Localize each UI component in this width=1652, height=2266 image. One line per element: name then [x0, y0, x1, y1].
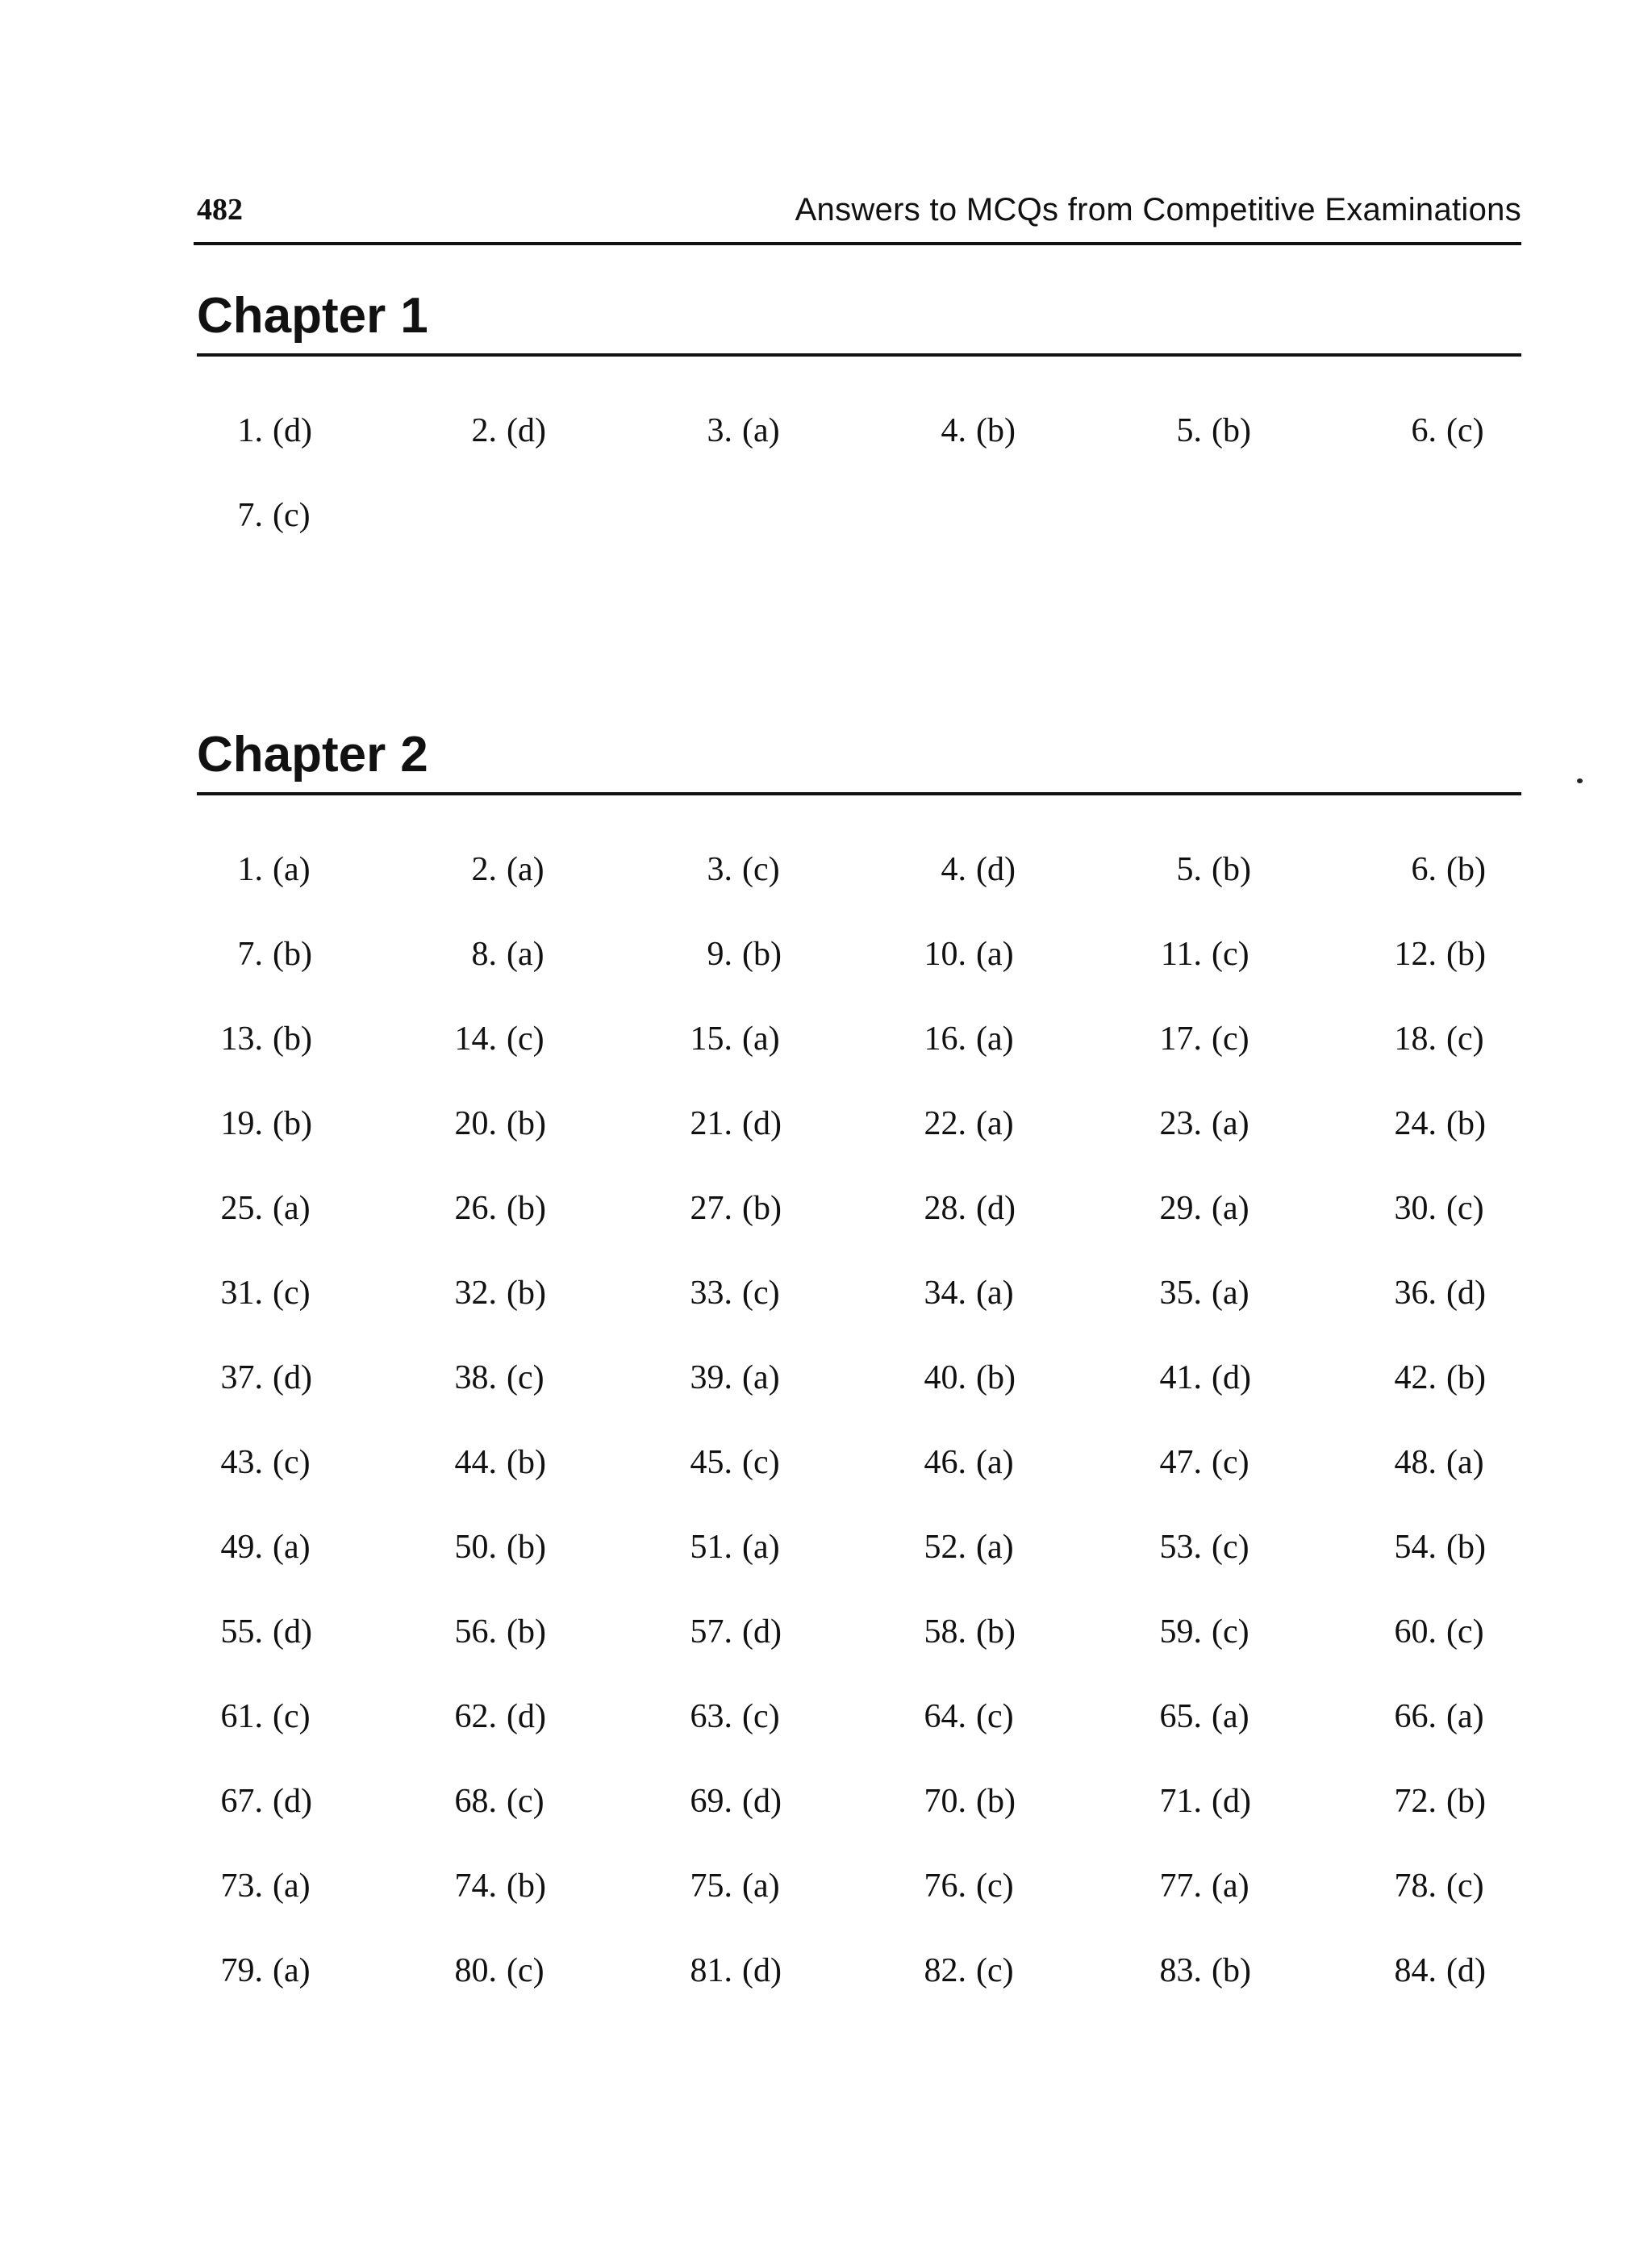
answer-option: (b)	[507, 1105, 546, 1142]
answer-item	[1370, 930, 1486, 979]
answer-number: 51.	[690, 1529, 732, 1566]
answer-option: (d)	[273, 1783, 312, 1820]
answer-item	[431, 1438, 546, 1487]
answer-item	[900, 1947, 1014, 1995]
answer-number: 70.	[924, 1783, 966, 1820]
answer-item	[197, 1608, 312, 1656]
answer-item	[197, 845, 311, 894]
answer-number: 3.	[707, 412, 732, 449]
answer-item	[431, 1777, 544, 1826]
answer-number: 29.	[1159, 1190, 1202, 1227]
answer-option: (d)	[273, 1613, 312, 1650]
answer-item	[1136, 1947, 1251, 1995]
chapter-2-title-word: Chapter	[197, 727, 386, 782]
answer-number: 42.	[1394, 1359, 1437, 1396]
header-rule	[194, 242, 1521, 245]
answer-option: (a)	[1212, 1190, 1249, 1227]
answer-item	[666, 1777, 782, 1826]
answer-option: (a)	[507, 851, 544, 888]
answer-number: 27.	[690, 1190, 732, 1227]
answer-option: (c)	[1446, 412, 1484, 449]
page-number: 482	[197, 193, 243, 227]
answer-option: (b)	[507, 1275, 546, 1312]
answer-option: (a)	[742, 1867, 780, 1905]
answer-item	[1370, 1777, 1486, 1826]
answer-number: 47.	[1159, 1444, 1202, 1481]
answer-option: (d)	[976, 1190, 1016, 1227]
answer-option: (b)	[976, 412, 1016, 449]
answer-option: (c)	[1212, 1444, 1249, 1481]
answer-item	[431, 1100, 546, 1148]
answer-item	[431, 1947, 544, 1995]
answer-option: (a)	[742, 1020, 780, 1058]
answer-number: 31.	[220, 1275, 263, 1312]
answer-item	[900, 1692, 1014, 1741]
answer-number: 53.	[1159, 1529, 1202, 1566]
answer-item	[900, 1354, 1016, 1402]
answer-item	[431, 1608, 546, 1656]
answer-number: 19.	[220, 1105, 263, 1142]
answer-option: (a)	[976, 1444, 1014, 1481]
answer-option: (a)	[742, 412, 780, 449]
answer-number: 9.	[707, 936, 732, 973]
answer-number: 69.	[690, 1783, 732, 1820]
answer-number: 61.	[220, 1698, 263, 1735]
answer-number: 65.	[1159, 1698, 1202, 1735]
answer-item	[197, 1523, 311, 1571]
chapter-1-rule	[197, 353, 1521, 357]
stray-mark	[1577, 778, 1583, 783]
answer-item	[1370, 1100, 1486, 1148]
answer-option: (b)	[1446, 851, 1486, 888]
answer-option: (d)	[507, 412, 546, 449]
answer-number: 54.	[1394, 1529, 1437, 1566]
answer-item	[666, 1015, 780, 1063]
answer-item	[1136, 1523, 1249, 1571]
answer-number: 68.	[454, 1783, 497, 1820]
answer-number: 22.	[924, 1105, 966, 1142]
answer-option: (c)	[507, 1952, 544, 1989]
answer-option: (d)	[273, 1359, 312, 1396]
answer-item	[431, 407, 546, 455]
answer-item	[1136, 845, 1251, 894]
answer-number: 16.	[924, 1020, 966, 1058]
answer-number: 77.	[1159, 1867, 1202, 1905]
answer-number: 64.	[924, 1698, 966, 1735]
answer-option: (c)	[507, 1020, 544, 1058]
answer-item	[1136, 930, 1249, 979]
answer-number: 81.	[690, 1952, 732, 1989]
answer-item	[666, 845, 780, 894]
answer-number: 76.	[924, 1867, 966, 1905]
answer-option: (a)	[742, 1359, 780, 1396]
answer-number: 17.	[1159, 1020, 1202, 1058]
answer-option: (b)	[742, 1190, 782, 1227]
answer-option: (d)	[1212, 1359, 1251, 1396]
answer-item	[431, 1015, 544, 1063]
answer-number: 12.	[1394, 936, 1437, 973]
answer-item	[666, 1269, 780, 1317]
answer-option: (a)	[273, 1867, 311, 1905]
answer-number: 59.	[1159, 1613, 1202, 1650]
answer-option: (c)	[273, 1698, 311, 1735]
answer-item	[666, 1100, 782, 1148]
answer-number: 25.	[220, 1190, 263, 1227]
answer-option: (a)	[1446, 1444, 1484, 1481]
answer-number: 36.	[1394, 1275, 1437, 1312]
answer-number: 82.	[924, 1952, 966, 1989]
answer-number: 21.	[690, 1105, 732, 1142]
answer-item	[431, 845, 544, 894]
answer-number: 5.	[1176, 412, 1202, 449]
answer-option: (a)	[273, 1529, 311, 1566]
chapter-1-title-word: Chapter	[197, 288, 386, 344]
answer-option: (c)	[1212, 1613, 1249, 1650]
answer-item	[431, 1523, 546, 1571]
answer-number: 41.	[1159, 1359, 1202, 1396]
answer-number: 34.	[924, 1275, 966, 1312]
answer-item	[900, 1015, 1014, 1063]
answer-number: 11.	[1161, 936, 1202, 973]
answer-number: 3.	[707, 851, 732, 888]
answer-number: 37.	[220, 1359, 263, 1396]
answer-option: (a)	[273, 851, 311, 888]
answer-number: 49.	[220, 1529, 263, 1566]
answer-option: (c)	[1212, 1020, 1249, 1058]
answer-item	[1370, 1692, 1484, 1741]
answer-number: 14.	[454, 1020, 497, 1058]
answer-option: (c)	[273, 1275, 311, 1312]
answer-option: (a)	[976, 936, 1014, 973]
chapter-2-rule	[197, 792, 1521, 795]
answer-item	[666, 930, 782, 979]
answer-item	[431, 1862, 546, 1910]
answer-item	[197, 1184, 311, 1233]
answer-option: (d)	[742, 1783, 782, 1820]
answer-item	[197, 1269, 311, 1317]
answer-item	[431, 1184, 546, 1233]
answer-item	[666, 1947, 782, 1995]
answer-number: 4.	[941, 851, 966, 888]
answer-item	[1370, 407, 1484, 455]
answer-item	[1136, 407, 1251, 455]
answer-option: (b)	[1446, 1359, 1486, 1396]
answer-item	[1370, 845, 1486, 894]
answer-item	[900, 1777, 1016, 1826]
answer-number: 32.	[454, 1275, 497, 1312]
answer-number: 6.	[1411, 412, 1437, 449]
answer-number: 73.	[220, 1867, 263, 1905]
answer-number: 79.	[220, 1952, 263, 1989]
answer-item	[1136, 1777, 1251, 1826]
answer-option: (b)	[507, 1867, 546, 1905]
answer-item	[197, 491, 311, 540]
answer-option: (b)	[507, 1613, 546, 1650]
chapter-2-title-number: 2	[400, 727, 428, 782]
answer-number: 30.	[1394, 1190, 1437, 1227]
answer-item	[1370, 1523, 1486, 1571]
answer-option: (b)	[507, 1190, 546, 1227]
answer-option: (d)	[1446, 1275, 1486, 1312]
chapter-1-title	[197, 284, 1521, 348]
answer-number: 7.	[237, 936, 263, 973]
answer-number: 63.	[690, 1698, 732, 1735]
answer-number: 39.	[690, 1359, 732, 1396]
answer-item	[666, 1692, 780, 1741]
running-title: Answers to MCQs from Competitive Examinations	[795, 192, 1521, 227]
answer-option: (c)	[976, 1698, 1014, 1735]
answer-option: (d)	[1446, 1952, 1486, 1989]
answer-item	[666, 1523, 780, 1571]
answer-number: 5.	[1176, 851, 1202, 888]
answer-option: (b)	[273, 936, 312, 973]
chapter-1	[197, 284, 1521, 540]
answer-item	[1370, 1947, 1486, 1995]
answer-item	[1136, 1438, 1249, 1487]
answer-number: 35.	[1159, 1275, 1202, 1312]
answer-item	[900, 1100, 1014, 1148]
answer-item	[1136, 1100, 1249, 1148]
answer-number: 4.	[941, 412, 966, 449]
answer-item	[1370, 1608, 1484, 1656]
answer-item	[197, 1354, 312, 1402]
answer-number: 55.	[220, 1613, 263, 1650]
answer-option: (c)	[507, 1783, 544, 1820]
answer-number: 83.	[1159, 1952, 1202, 1989]
answer-option: (b)	[976, 1783, 1016, 1820]
answer-option: (b)	[1446, 1783, 1486, 1820]
answer-item	[900, 1862, 1014, 1910]
answer-number: 1.	[237, 412, 263, 449]
answer-number: 45.	[690, 1444, 732, 1481]
answer-item	[1370, 1269, 1486, 1317]
chapter-1-answers	[197, 407, 1521, 540]
answer-number: 6.	[1411, 851, 1437, 888]
answer-option: (a)	[1212, 1105, 1249, 1142]
answer-item	[900, 407, 1016, 455]
answer-option: (b)	[976, 1613, 1016, 1650]
answer-option: (a)	[976, 1529, 1014, 1566]
answer-option: (b)	[1446, 936, 1486, 973]
answer-number: 62.	[454, 1698, 497, 1735]
answer-number: 18.	[1394, 1020, 1437, 1058]
answer-option: (b)	[1446, 1105, 1486, 1142]
answer-option: (a)	[1212, 1275, 1249, 1312]
answer-item	[431, 1354, 544, 1402]
answer-option: (a)	[976, 1275, 1014, 1312]
answer-number: 84.	[1394, 1952, 1437, 1989]
answer-item	[1370, 1438, 1484, 1487]
answer-number: 40.	[924, 1359, 966, 1396]
answer-item	[1136, 1269, 1249, 1317]
answer-option: (d)	[273, 412, 312, 449]
answer-item	[197, 1692, 311, 1741]
answer-option: (a)	[1212, 1698, 1249, 1735]
answer-item	[431, 930, 544, 979]
answer-item	[1136, 1608, 1249, 1656]
answer-number: 23.	[1159, 1105, 1202, 1142]
answer-number: 52.	[924, 1529, 966, 1566]
answer-number: 8.	[471, 936, 497, 973]
answer-item	[666, 1354, 780, 1402]
answer-item	[900, 1269, 1014, 1317]
answer-number: 56.	[454, 1613, 497, 1650]
answer-option: (d)	[1212, 1783, 1251, 1820]
chapter-1-title-number: 1	[400, 288, 428, 344]
answer-option: (a)	[742, 1529, 780, 1566]
answer-option: (c)	[742, 1275, 780, 1312]
answer-item	[666, 1608, 782, 1656]
chapter-2-title	[197, 723, 1521, 787]
answer-option: (d)	[507, 1698, 546, 1735]
answer-number: 26.	[454, 1190, 497, 1227]
answer-number: 50.	[454, 1529, 497, 1566]
answer-item	[900, 930, 1014, 979]
answer-item	[1370, 1184, 1484, 1233]
answer-number: 43.	[220, 1444, 263, 1481]
answer-option: (c)	[273, 1444, 311, 1481]
answer-option: (c)	[976, 1952, 1014, 1989]
answer-number: 2.	[471, 851, 497, 888]
answer-option: (c)	[742, 1444, 780, 1481]
answer-option: (b)	[507, 1444, 546, 1481]
answer-number: 78.	[1394, 1867, 1437, 1905]
answer-option: (c)	[742, 851, 780, 888]
answer-option: (b)	[1212, 412, 1251, 449]
answer-option: (a)	[507, 936, 544, 973]
answer-item	[1136, 1184, 1249, 1233]
answer-option: (b)	[1212, 1952, 1251, 1989]
answer-number: 33.	[690, 1275, 732, 1312]
answer-option: (b)	[507, 1529, 546, 1566]
answer-option: (d)	[742, 1105, 782, 1142]
answer-item	[197, 930, 312, 979]
answer-option: (c)	[1446, 1867, 1484, 1905]
answer-item	[666, 1862, 780, 1910]
answer-option: (b)	[976, 1359, 1016, 1396]
answer-option: (c)	[273, 497, 311, 534]
answer-item	[666, 407, 780, 455]
answer-number: 38.	[454, 1359, 497, 1396]
answer-number: 58.	[924, 1613, 966, 1650]
answer-number: 7.	[237, 497, 263, 534]
answer-option: (d)	[976, 851, 1016, 888]
chapter-2-answers	[197, 845, 1521, 1995]
answer-item	[431, 1269, 546, 1317]
answer-option: (b)	[742, 936, 782, 973]
answer-item	[197, 407, 312, 455]
answer-number: 10.	[924, 936, 966, 973]
answer-option: (b)	[273, 1020, 312, 1058]
answer-item	[1136, 1354, 1251, 1402]
answer-item	[1370, 1862, 1484, 1910]
answer-number: 57.	[690, 1613, 732, 1650]
answer-number: 72.	[1394, 1783, 1437, 1820]
answer-item	[197, 1100, 312, 1148]
answer-option: (b)	[273, 1105, 312, 1142]
answer-option: (c)	[1446, 1020, 1484, 1058]
answer-option: (a)	[976, 1105, 1014, 1142]
answer-number: 74.	[454, 1867, 497, 1905]
answer-number: 44.	[454, 1444, 497, 1481]
answer-item	[666, 1438, 780, 1487]
answer-item	[197, 1777, 312, 1826]
answer-item	[1370, 1354, 1486, 1402]
answer-number: 28.	[924, 1190, 966, 1227]
answer-option: (c)	[1212, 936, 1249, 973]
answer-number: 20.	[454, 1105, 497, 1142]
answer-number: 1.	[237, 851, 263, 888]
answer-item	[197, 1947, 311, 1995]
answer-item	[1136, 1862, 1249, 1910]
answer-option: (c)	[976, 1867, 1014, 1905]
answer-number: 13.	[220, 1020, 263, 1058]
answer-item	[900, 1438, 1014, 1487]
answer-number: 80.	[454, 1952, 497, 1989]
answer-option: (a)	[976, 1020, 1014, 1058]
answer-number: 75.	[690, 1867, 732, 1905]
answer-item	[900, 1184, 1016, 1233]
answer-number: 2.	[471, 412, 497, 449]
answer-number: 48.	[1394, 1444, 1437, 1481]
answer-option: (a)	[273, 1190, 311, 1227]
answer-option: (c)	[1212, 1529, 1249, 1566]
answer-number: 71.	[1159, 1783, 1202, 1820]
chapter-2	[197, 723, 1521, 1995]
answer-item	[1136, 1015, 1249, 1063]
answer-item	[900, 1523, 1014, 1571]
answer-item	[900, 845, 1016, 894]
answer-option: (c)	[1446, 1613, 1484, 1650]
answer-item	[1136, 1692, 1249, 1741]
answer-number: 60.	[1394, 1613, 1437, 1650]
answer-option: (a)	[273, 1952, 311, 1989]
answer-item	[197, 1015, 312, 1063]
answer-item	[1370, 1015, 1484, 1063]
answer-item	[197, 1438, 311, 1487]
answer-item	[197, 1862, 311, 1910]
answer-number: 66.	[1394, 1698, 1437, 1735]
answer-option: (d)	[742, 1952, 782, 1989]
answer-option: (c)	[742, 1698, 780, 1735]
answer-item	[666, 1184, 782, 1233]
answer-number: 15.	[690, 1020, 732, 1058]
answer-number: 46.	[924, 1444, 966, 1481]
answer-option: (c)	[507, 1359, 544, 1396]
answer-option: (b)	[1446, 1529, 1486, 1566]
answer-number: 24.	[1394, 1105, 1437, 1142]
answer-option: (a)	[1446, 1698, 1484, 1735]
answer-option: (a)	[1212, 1867, 1249, 1905]
answer-option: (c)	[1446, 1190, 1484, 1227]
answer-option: (b)	[1212, 851, 1251, 888]
answer-item	[900, 1608, 1016, 1656]
answer-option: (d)	[742, 1613, 782, 1650]
answer-number: 67.	[220, 1783, 263, 1820]
answer-item	[431, 1692, 546, 1741]
